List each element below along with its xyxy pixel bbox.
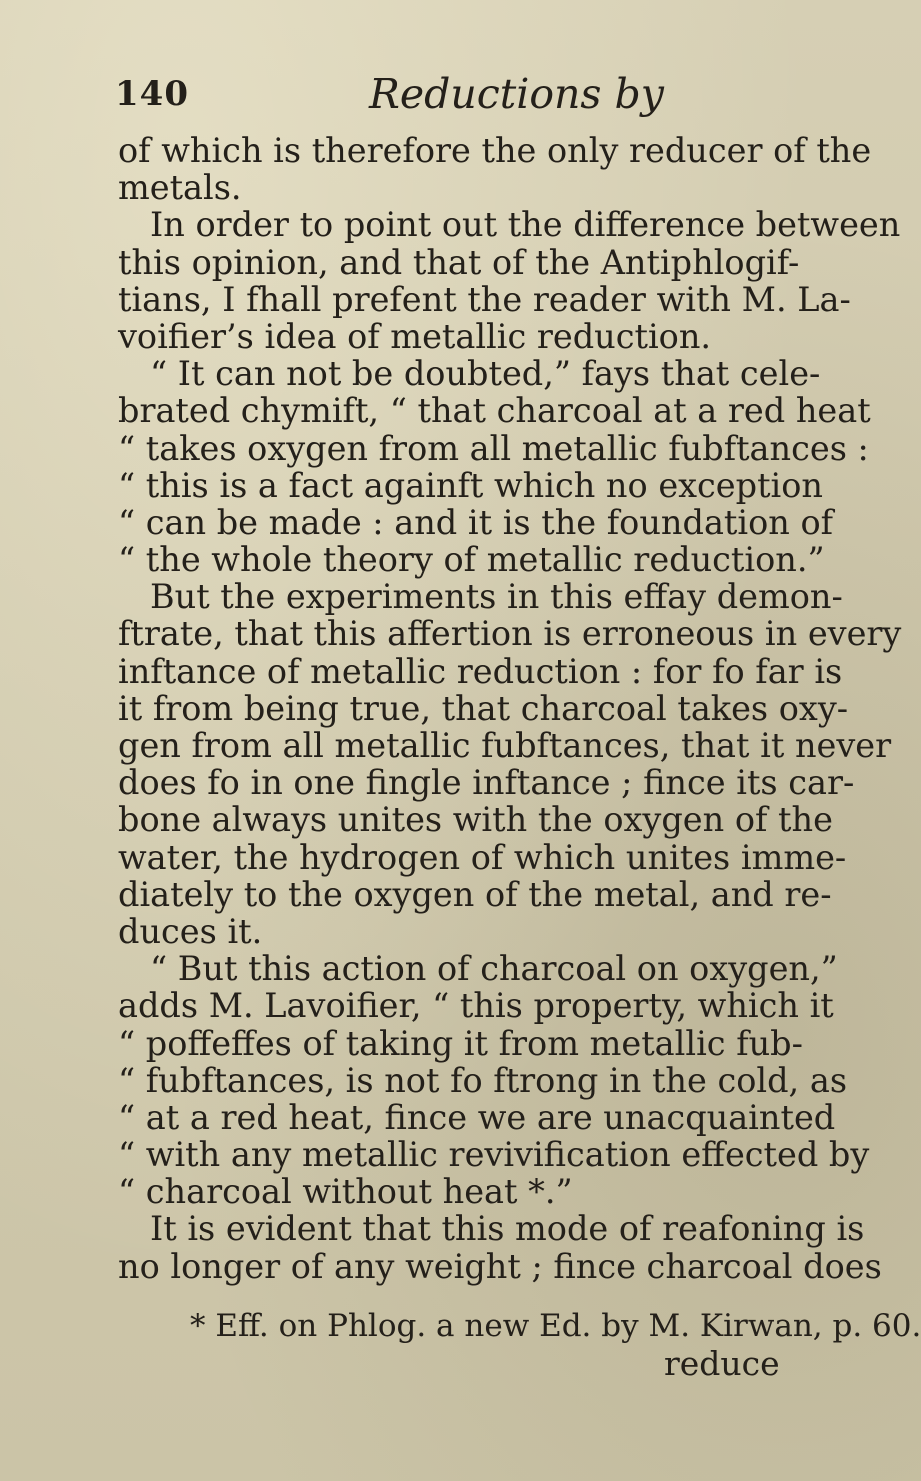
text-line: “ can be made : and it is the foundation of [118,502,834,542]
catchword: reduce [664,1344,780,1383]
text-line: no longer of any weight ; fince charcoal does [118,1246,882,1286]
text-line: gen from all metallic fubftances, that it never [118,726,892,765]
text-line: metals. [118,168,242,208]
running-head: Reductions by [369,70,664,118]
text-line: tians, I fhall prefent the reader with M. La- [118,279,851,319]
text-line: voifier’s idea of metallic reduction. [118,316,712,356]
text-line: It is evident that this mode of reafoning is [150,1209,865,1249]
text-line: “ takes oxygen from all metallic fubftances : [118,428,869,468]
page-header [115,70,755,120]
text-line: duces it. [118,911,263,951]
text-line: this opinion, and that of the Antiphlogif- [118,242,800,282]
text-line: brated chymift, “ that charcoal at a red heat [118,391,871,431]
text-line: inftance of metallic reduction : for fo far is [118,651,843,691]
text-line: “ charcoal without heat *.” [118,1172,573,1212]
text-line: In order to point out the difference between [150,205,901,245]
text-line: water, the hydrogen of which unites imme- [118,837,847,877]
text-line: “ poffeffes of taking it from metallic fub- [118,1023,803,1063]
text-line: of which is therefore the only reducer of the [118,131,872,170]
text-line: “ this is a fact againft which no exception [118,465,823,505]
text-line: ftrate, that this affertion is erroneous in every [118,614,902,654]
text-line: “ It can not be doubted,” fays that cele- [150,354,821,394]
text-line: “ fubftances, is not fo ftrong in the cold, as [118,1060,848,1100]
text-line: “ the whole theory of metallic reduction.” [118,540,825,580]
text-line: does fo in one fingle inftance ; fince its car- [118,763,855,803]
text-line: it from being true, that charcoal takes oxy- [118,688,849,728]
text-line: “ But this action of charcoal on oxygen,” [150,949,838,989]
body-text [118,131,902,1286]
footnote: * Eff. on Phlog. a new Ed. by M. Kirwan, p. 60. [190,1308,921,1344]
text-line: But the experiments in this effay demon- [150,577,843,617]
text-line: “ with any metallic revivification effected by [118,1135,870,1175]
text-line: adds M. Lavoifier, “ this property, which it [118,986,834,1026]
text-line: bone always unites with the oxygen of the [118,800,833,840]
page-number: 140 [115,74,189,114]
text-line: “ at a red heat, fince we are unacquainted [118,1097,836,1137]
text-line: diately to the oxygen of the metal, and re- [118,874,832,914]
